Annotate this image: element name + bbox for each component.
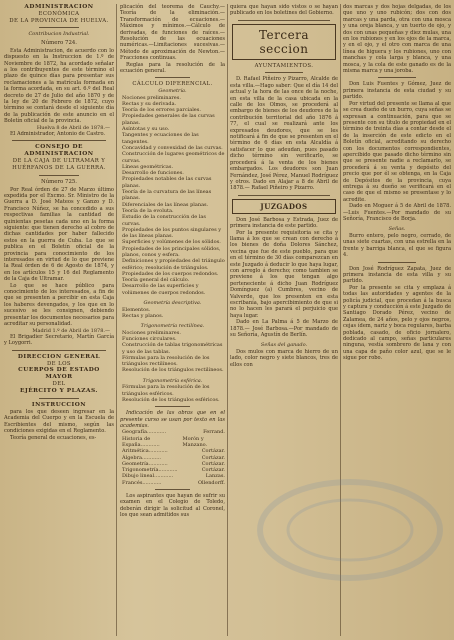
trig-heading: Trigonometría rectilínea. [140,323,205,330]
list-item: Propiedades de los puntos singulares y de las líneas planas. [122,226,222,240]
list-item: Propiedades de los principales sólidos, planos, conos y esfera. [122,245,221,258]
list-item: Construcción de lugares geométricos de curvas. [122,151,225,164]
author-cell: Cortázar. [201,454,225,461]
list-item: Concavidad y convexidad de las curvas. [122,144,223,151]
list-item: Resolución de los triángulos esféricos. [122,396,220,403]
list-item: Líneas geométricas. [122,163,174,170]
divider [378,262,416,263]
senas-heading: Señas. [388,226,406,233]
ayunt-heading: AYUNTAMIENTOS. [254,62,314,69]
notice-text: Dado en La Palma á 5 de Marzo de 1878.— José Barbosa.—Por mandado de su Señoría, Agustín de Berlín. [230,319,338,339]
esf-list [120,384,225,403]
juzgados-heading: JUZGADOS [260,201,308,211]
descriptive-list [120,307,225,320]
list-item: Rectas y su derivada. [122,100,177,107]
esf-heading: Trigonometría esférica. [142,377,203,384]
notice-date: Madrid 1.º de Abril de 1878.— [32,327,110,334]
geom-subheading: Geometría. [158,88,187,95]
list-item: Definiciones y propiedades del triángulo esférico; resolución de triángulos. [122,258,225,271]
notice-text: Los aspirantes que hayan de sufrir su examen en el Colegio de Toledo, deberán dirigir la solicitud al Coronel, los que sean admitidos sus [120,493,225,519]
senas-heading: Señas del ganado. [260,342,308,349]
divider [155,77,190,78]
list-item: Desarrollo de las superficies y volúmenes de cuerpos redondos. [122,283,206,296]
notice-text: quiera que hayan sido vistos o se hayan publicado en los boletines del Gobierno. [230,4,338,17]
notice-text: D. Rafael Piñeiro y Pizarro, Alcalde de esta villa.—Hago saber: Que el día 14 del actual y la hora de las once de la noche, en esta villa de la casa ubicada en la calle de los Olmos, se procederá al embargo de bienes de los deudores de la contribución territorial del año 1876 á 77, el cual se realizará ante los expresados deudores, que se les notificará á fin de que se presenten en el término de 6 días en esta Alcaldía á satisfacer lo que adeudan, pues pasado dicho término sin verificarlo, se procederá á la venta de los bienes embargados. Los deudores son Juan Fernández, José Pérez, Manuel Rodríguez y otros. Dado en Alajar a 8 de Abril de 1878.— Rafael Piñeiro y Pizarro. [230,76,338,192]
calc-heading: CÁLCULO DIFERENCIAL. [132,81,213,88]
list-item: Propiedades notables de las curvas planas. [122,176,212,189]
admin-heading: ADMINISTRACION [24,4,94,10]
author-cell: Lanzas. [205,473,225,480]
notice-number: Número 725. [40,178,78,185]
subject-cell: Aritmética............ [122,448,168,455]
author-cell: Morón y Manzano. [182,435,208,448]
instruccion-heading: INSTRUCCION [31,401,87,408]
divider [378,77,416,78]
table-row [120,436,225,449]
table-row [120,480,225,486]
divider [39,27,79,28]
notice-text: Dos mulos con marca de hierro de un lado, color negro y siete blancos, tres de ellos con [230,348,338,368]
trig-list [120,330,225,374]
list-item: Nociones preliminares. [122,94,181,101]
list-item: Teoría de la curvatura de las líneas planas. [122,189,212,202]
contrib-heading: Contribucion Industrial. [28,31,90,38]
list-item: Fórmulas para la resolución de los triángulos rectilíneos. [122,354,210,368]
divider [265,72,303,73]
notice-text: Reglas para la resolución de la ecuación general. [120,61,225,75]
textbook-table [120,429,225,486]
geom-desc-heading: Geometría descriptiva. [143,300,202,307]
divider [12,350,106,351]
notice-text: Dado en Moguer á 5 de Abril de 1878.—Luis Fuentes.—Por mandado de su Señoría, Francisco de Borja. [343,203,451,222]
notice-text: Burro entero, pelo negro, cerrado, de unas siete cuartas, con una estrella en la frente y barriga blanca, el que se figura 4. [343,232,451,259]
divider [155,489,190,490]
admin-province: DE LA PROVINCIA DE HUELVA. [9,17,109,24]
divider [39,398,79,399]
column-3 [230,0,338,640]
list-item: Rectas y planos. [122,312,164,319]
list-item: Fórmulas para la resolución de los triángulos esféricos. [122,384,210,397]
notice-text: Por la presente se cita y emplaza á todas las autoridades y agentes de la policía judicial, que procedan á la busca y captura y conducción á este Juzgado de Santiago Dorado Pérez, vecino de Zalamea, de 24 años, pelo y ojos negros, cejas ídem, nariz y boca regulares, barba poblada, casado, de oficio jornalero, dedicado al campo, señas particulares ninguna, vestía sombrero de lana y con una capa de paño color azul, que se le sigue por robo. [343,284,451,362]
consejo-subheading: DE LA CAJA DE ULTRAMAR Y HUÉRFANOS DE LA GUERRA. [12,158,106,171]
notice-text: Don Luis Fuentes y Gómez, Juez de primera instancia de esta ciudad y su partido. [343,81,451,101]
list-item: Teoría de la evoluta. [122,207,174,214]
list-item: Desarrollo de funciones. [122,170,184,177]
notice-signature: El Administrador, Antonio de Castro. [10,130,106,137]
column-rule [116,4,117,636]
list-item: Teoría de los errores parciales. [122,107,201,114]
direccion-heading: EJÉRCITO Y PLAZAS. [20,387,98,394]
column-rule [227,4,228,636]
notice-date: Huelva 8 de Abril de 1878.— [36,124,110,131]
notice-text: Indicación de las obras que en el presente curso se usan por texto en las academias. [120,410,225,429]
list-item: Propiedades de los cuerpos redondos. [122,270,219,277]
direccion-heading: CUERPOS DE ESTADO MAYOR [18,367,100,381]
notice-text: Por Real órden de 27 de Marzo último expedida por el Excmo. Sr. Ministro de la Guerra a D. José Mateos y Ganzo y D. Francisco Núñez, se ha concedido a sus respectivas familias la cantidad de quinientas pesetas cada uno en la forma siguiente: que tienen derecho al cobro de dichas cantidades por haber fallecido estos en la guerra de Cuba. Lo que se publica en el Boletín oficial de la provincia para conocimiento de los interesados en virtud de lo que previene la Real órden de 6 de Agosto de 1874, y en los artículos 15 y 16 del Reglamento de la Caja de Ultramar. [4,186,114,283]
column-1 [4,0,114,640]
list-item: Asíntotas y su uso. [122,126,170,133]
subject-cell: Geografía............ [122,429,167,436]
list-item: Funciones circulares. [122,335,177,342]
notice-text: Teoría general de ecuaciones, es- [10,434,97,441]
direccion-heading: DE LOS [46,360,72,367]
subject-cell: Dibujo lineal............ [122,473,174,480]
list-item: Construcción de tablas trigonométricas y uso de las tablas. [122,342,223,355]
list-item: Propiedades generales de las curvas planas. [122,113,215,126]
divider [238,195,330,196]
divider [39,175,79,176]
author-cell: Cortázar. [201,467,225,474]
list-item: Superficies y volúmenes de los sólidos. [122,239,221,246]
notice-text: plicación del teorema de Cauchy.—Teoría de la eliminación.—Transformación de ecuaciones.—Máximos y mínimos.—Cálculo de derivadas, de funciones de raíces.—Resolución de las ecuaciones numéricas.—Limitaciones sucesivas.—Método de aproximación de Newton.—Fracciones continuas. [120,4,225,62]
notice-number: Número 724. [40,39,78,46]
notice-text: dos marcas y dos hojas delgadas, de los que uno y uno rubicón; dos con dos marcas y una parda, otra con una mosca y una oreja blanca, y un tuerto de ojo, y dos con unas pequeñas y diez mulas, una en los rubiones y en los ojos de la marca, y en el ojo, y el otro con marca de una línea de higuera y los rubiones, uno con manchas y cola larga y blanca, y una mosca, y la cola de este ganado es de la misma marca y una joroba. [343,4,451,75]
notice-text: para los que deseen ingresar en la Academia del Cuerpo y en la Escuela de Escribientes del mismo, según las condiciones exigidas en el Reglamento. [4,408,114,435]
author-cell: Cortázar. [201,448,225,455]
column-4 [343,0,451,640]
list-item: Resolución de los triángulos rectilíneos. [122,367,224,374]
author-cell: Cortázar. [201,460,225,467]
notice-text: Lo que se hace público para conocimiento de los interesados, a fin de que se presenten a percibir en esta Caja los haberes devengados, y los que en lo sucesivo se les consignen, debiendo presentar los documentos necesarios para acreditar su personalidad. [4,282,114,328]
notice-text: Por la presente requisitoria se cita y llama á los que se crean con derecho á los bienes de doña Dolores Sánchez, vecina que fue de este pueblo, para que en el término de 30 días comparezcan en este Juzgado á deducir lo que haya lugar, con arreglo á derecho; como tambien se previene á los que tengan algo perteneciente á dicho Juan Rodríguez Domínguez (a) Cumbres, vecino de Valverde, que los presenten en esta escribanía, bajo apercibimiento de que si no lo hacen les parará el perjuicio que haya lugar. [230,229,338,319]
list-item: Elementos. [122,306,151,313]
list-item: Estudio de la construcción de las curvas. [122,214,206,227]
list-item: Nociones preliminares. [122,329,181,336]
section-box [232,24,336,60]
column-rule [340,4,341,636]
notice-text: Don José Barbosa y Estrada, Juez de primera instancia de este partido. [230,216,338,230]
subject-cell: Álgebra............ [122,454,162,461]
list-item: Diferenciales de las líneas planas. [122,201,209,208]
column-2 [120,0,225,640]
author-cell: Ollendorff. [197,479,225,486]
tercera-heading: Tercera seccion [258,27,310,56]
divider [155,406,190,407]
subject-cell: Geometría............ [122,460,168,467]
direccion-heading: DIRECCION GENERAL [17,353,101,360]
author-cell: Ferrand. [203,429,225,436]
notice-text: Por virtud del presente se llama al que se crea dueño de un burro, cuya señas se expresan a continuación, para que se presente con su título de propiedad en el término de treinta días a contar desde el de la inserción de este edicto en el Boletín oficial, acreditando su derecho con los documentos correspondientes, apercibido que pasado dicho término sin que se presente nadie a reclamarlo, se procederá á su venta y depósito del precio que por él se obtenga, en la Caja de Depósitos de la provincia, cuya entrega á su dueño se verificará en el caso de que el mismo se presentase y lo acredite. [343,100,451,203]
subject-cell: Trigonometría............ [122,467,178,474]
list-item: Teoría general del cálculo. [122,277,190,284]
subject-cell: Historia de España............ [122,435,160,448]
admin-subheading: ECONÓMICA [38,11,80,17]
list-item: Tangentes y ecuaciones de las tangentes. [122,132,199,145]
geometry-list [120,95,225,297]
section-box [232,199,336,214]
divider [12,140,106,141]
divider [238,20,330,21]
consejo-heading: CONSEJO DE ADMINISTRACION [24,144,94,158]
notice-text: Don José Rodríguez Zapata, Juez de primera instancia de esta villa y su partido. [343,265,451,285]
direccion-heading: DEL [52,381,66,388]
subject-cell: Francés............ [122,479,162,486]
notice-text: Esta Administracion, de acuerdo con lo dispuesto en la Instruccion de 1.º de Noviembre de 1872, ha acordado señalar a los contribuyentes de este término el plazo de quince días para presentar sus reclamaciones a la matrícula formada en la forma acordada, en su art. 6.º del Real decreto de 27 de Julio del año 1870 y de la ley de 20 de Febrero de 1872, cuyo término se contará desde el siguiente día de la publicación de este anuncio en el Boletín oficial de la provincia. [4,47,114,125]
notice-signature: El Brigadier Secretario, Martín García y Loygorri. [4,333,114,347]
